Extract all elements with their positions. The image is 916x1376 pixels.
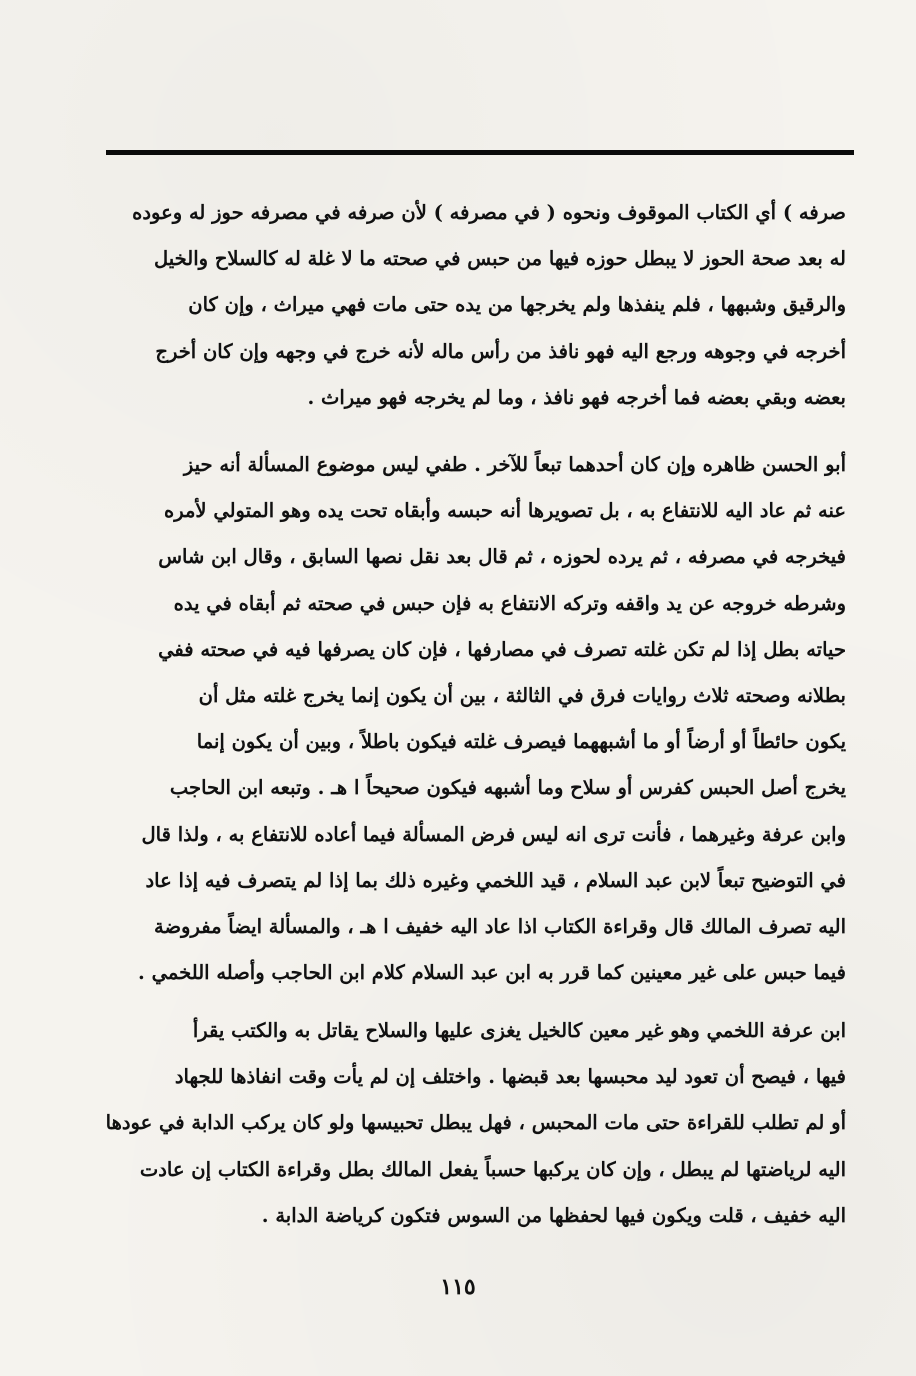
text-line: صرفه ) أي الكتاب الموقوف ونحوه ( في مصرفه ) لأن صرفه في مصرفه حوز له وعوده xyxy=(132,201,846,224)
text-line: أخرجه في وجوهه ورجع اليه فهو نافذ من رأس ماله لأنه خرج في وجهه وإن كان أخرج xyxy=(155,339,846,363)
text-line: في التوضيح تبعاً لابن عبد السلام ، قيد اللخمي وغيره ذلك بما إذا لم يتصرف فيه إذا عاد xyxy=(145,868,846,892)
text-line: يكون حائطاً أو أرضاً أو ما أشبههما فيصرف غلته فيكون باطلاً ، وبين أن يكون إنما xyxy=(196,730,846,754)
text-line: فيخرجه في مصرفه ، ثم يرده لحوزه ، ثم قال بعد نقل نصها السابق ، وقال ابن شاس xyxy=(158,545,846,569)
text-line: والرقيق وشبهها ، فلم ينفذها ولم يخرجها من يده حتى مات فهي ميراث ، وإن كان xyxy=(188,293,846,317)
text-line: له بعد صحة الحوز لا يبطل حوزه فيها من حبس في صحته ما لا غلة له كالسلاح والخيل xyxy=(154,247,846,271)
text-line: يخرج أصل الحبس كفرس أو سلاح وما أشبهه فيكون صحيحاً ا هـ . وتبعه ابن الحاجب xyxy=(169,776,846,800)
text-line: اليه خفيف ، قلت ويكون فيها لحفظها من السوس فتكون كرياضة الدابة . xyxy=(261,1203,846,1227)
text-line: أبو الحسن ظاهره وإن كان أحدهما تبعاً للآخر . طفي ليس موضوع المسألة أنه حيز xyxy=(183,453,846,476)
text-line: فيها ، فيصح أن تعود ليد محبسها بعد قبضها . واختلف إن لم يأت وقت انفاذها للجهاد xyxy=(174,1065,846,1089)
text-line: بعضه وبقي بعضه فما أخرجه فهو نافذ ، وما لم يخرجه فهو ميراث . xyxy=(307,385,846,409)
text-line: اليه تصرف المالك قال وقراءة الكتاب اذا عاد اليه خفيف ا هـ ، والمسألة ايضاً مفروضة xyxy=(154,914,846,938)
text-line: حياته بطل إذا لم تكن غلته تصرف في مصارفها ، فإن كان يصرفها فيه في صحته ففي xyxy=(158,637,846,661)
text-line: وابن عرفة وغيرهما ، فأنت ترى انه ليس فرض المسألة فيما أعاده للانتفاع به ، ولذا قال xyxy=(141,822,846,846)
page-number: ١١٥ xyxy=(440,1274,476,1300)
text-line: عنه ثم عاد اليه للانتفاع به ، بل تصويرها أنه حبسه وأبقاه تحت يده وهو المتولي لأمره xyxy=(164,499,846,523)
paragraph-3 xyxy=(96,1008,846,1239)
text-line: فيما حبس على غير معينين كما قرر به ابن عبد السلام كلام ابن الحاجب وأصله اللخمي . xyxy=(138,961,846,985)
text-line: بطلانه وصحته ثلاث روايات فرق في الثالثة ، بين أن يكون إنما يخرج غلته مثل أن xyxy=(198,683,846,707)
text-line: اليه لرياضتها لم يبطل ، وإن كان يركبها حسباً يفعل المالك بطل وقراءة الكتاب إن عادت xyxy=(139,1157,846,1181)
text-line: وشرطه خروجه عن يد واقفه وتركه الانتفاع به فإن حبس في صحته ثم أبقاه في يده xyxy=(173,591,846,615)
text-line: أو لم تطلب للقراءة حتى مات المحبس ، فهل يبطل تحبيسها ولو كان يركب الدابة في عودها xyxy=(105,1111,846,1135)
paragraph-1 xyxy=(96,190,846,421)
header-rule xyxy=(106,150,854,155)
paragraph-2 xyxy=(96,442,846,996)
text-line: ابن عرفة اللخمي وهو غير معين كالخيل يغزى عليها والسلاح يقاتل به والكتب يقرأ xyxy=(192,1019,846,1042)
